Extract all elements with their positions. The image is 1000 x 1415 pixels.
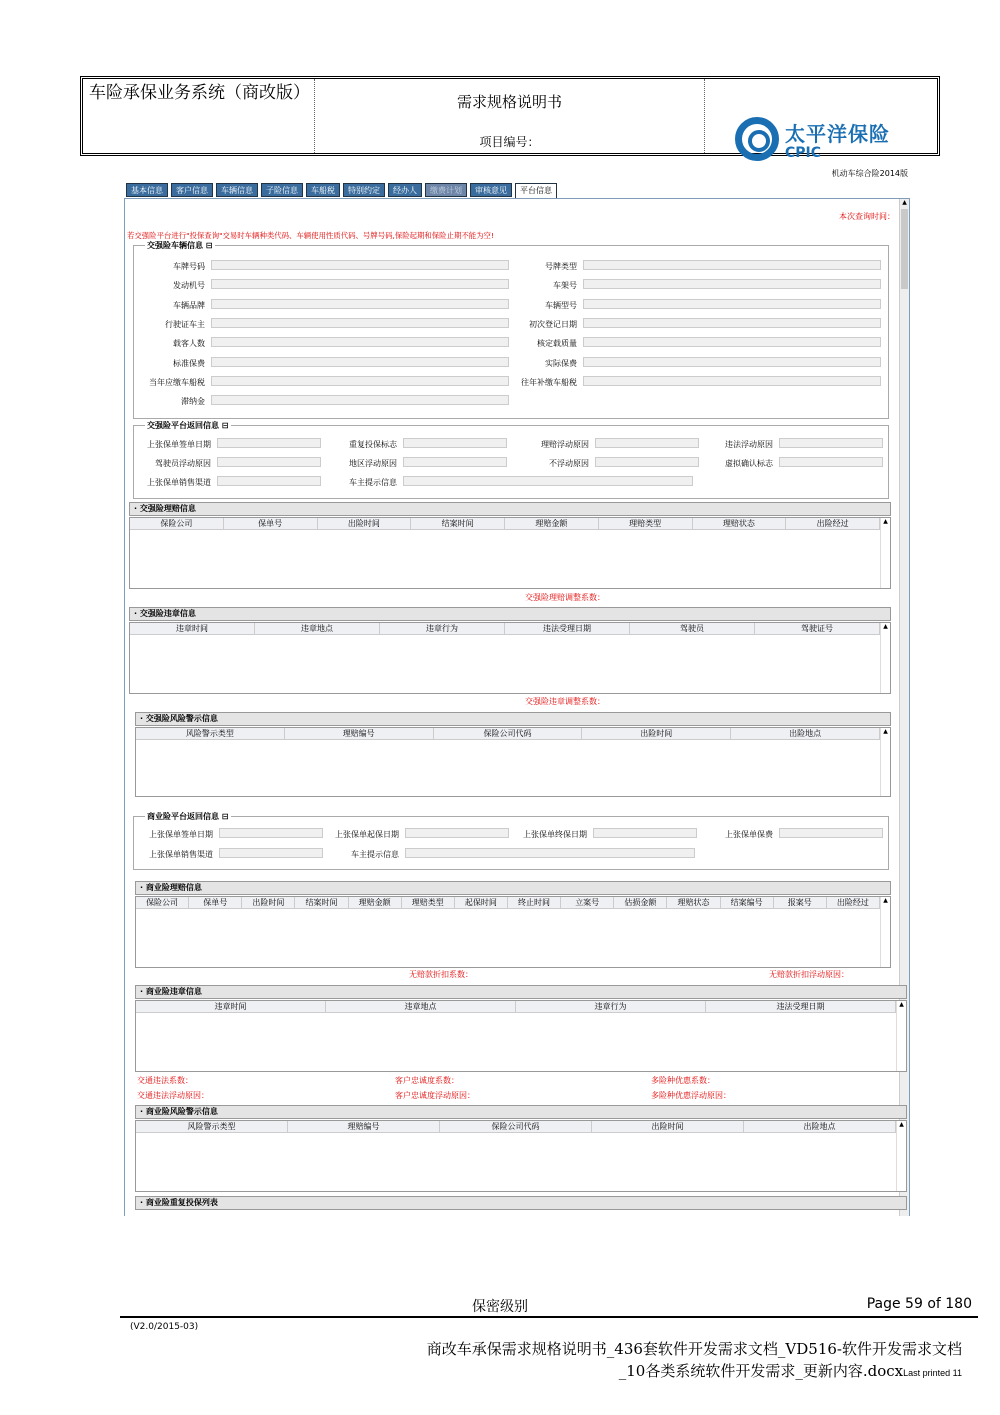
version-label: 机动车综合险2014版 (831, 169, 908, 178)
column-header[interactable]: 理赔编号 (288, 1121, 440, 1132)
field-input[interactable] (403, 457, 507, 467)
page-number: Page 59 of 180 (866, 1296, 972, 1312)
field-label: 上张保单销售渠道 (149, 850, 213, 859)
field-input[interactable] (595, 457, 699, 467)
field-input[interactable] (593, 828, 697, 838)
tab-vessel-tax[interactable]: 车船税 (306, 183, 340, 197)
field-label: 理赔浮动原因 (541, 440, 589, 449)
ci-vehicle-title[interactable]: 交强险车辆信息 ⊟ (147, 241, 213, 250)
field-input[interactable] (779, 438, 883, 448)
field-label: 车主提示信息 (349, 478, 397, 487)
field-label: 载客人数 (173, 339, 205, 349)
column-header[interactable]: 报案号 (774, 897, 827, 908)
field-input[interactable] (779, 457, 883, 467)
field-label: 上张保单签单日期 (147, 440, 211, 449)
column-header[interactable]: 结案时间 (295, 897, 348, 908)
column-header[interactable]: 出险经过 (786, 518, 880, 529)
factor-traffic-reason: 交通违法浮动原因： (137, 1091, 209, 1100)
column-header[interactable]: 理赔类型 (599, 518, 693, 529)
ci-violation-grid: 违章时间 违章地点 违章行为 违法受理日期 驾驶员 驾驶证号 ▲ (129, 622, 891, 694)
column-header[interactable]: 结案编号 (721, 897, 774, 908)
column-header[interactable]: 驾驶员 (630, 623, 755, 634)
document-header (80, 76, 940, 161)
column-header[interactable]: 违法受理日期 (505, 623, 630, 634)
field-input[interactable] (217, 457, 321, 467)
field-input[interactable] (211, 260, 509, 270)
field-input[interactable] (405, 848, 695, 858)
field-label: 车架号 (553, 281, 577, 291)
field-input[interactable] (219, 828, 323, 838)
classification: 保密级别 (472, 1299, 528, 1315)
field-label: 上张保单起保日期 (335, 830, 399, 839)
column-header[interactable]: 保单号 (224, 518, 318, 529)
factor-traffic: 交通违法系数： (137, 1076, 193, 1085)
query-time: 本次查询时间： (839, 212, 895, 221)
field-input[interactable] (583, 376, 881, 386)
column-header[interactable]: 保单号 (189, 897, 242, 908)
field-label: 初次登记日期 (529, 319, 577, 329)
field-label: 滞纳金 (181, 397, 205, 407)
field-label: 违法浮动原因 (725, 440, 773, 449)
column-header[interactable]: 违章行为 (380, 623, 505, 634)
column-header[interactable]: 起保时间 (455, 897, 508, 908)
field-label: 上张保单签单日期 (149, 830, 213, 839)
column-header[interactable]: 出险时间 (242, 897, 295, 908)
field-label: 车辆品牌 (173, 300, 205, 310)
column-header[interactable]: 违法受理日期 (706, 1001, 896, 1012)
embedded-screenshot (122, 166, 912, 1216)
field-input[interactable] (583, 357, 881, 367)
system-title: 车险承保业务系统（商改版） (83, 79, 315, 153)
bi-claims-grid: 保险公司 保单号 出险时间 结案时间 理赔金额 理赔类型 起保时间 终止时间 立案号 估损金额 理赔状态 结案编号 报案号 出险经过 ▲ (135, 896, 891, 968)
cpic-logo: 太平洋保险 CPIC (735, 117, 890, 161)
tab-review[interactable]: 审核意见 (470, 183, 512, 197)
column-header[interactable]: 结案时间 (411, 518, 505, 529)
field-input[interactable] (583, 260, 881, 270)
field-input[interactable] (217, 476, 321, 486)
field-input[interactable] (211, 318, 509, 328)
tab-bar (126, 183, 560, 199)
tab-customer[interactable]: 客户信息 (171, 183, 213, 197)
column-header[interactable]: 保险公司 (130, 518, 224, 529)
factor-multi: 多险种优惠系数： (651, 1076, 715, 1085)
ci-vehicle-section (133, 245, 889, 419)
column-header[interactable]: 理赔状态 (693, 518, 787, 529)
bi-violation-grid: 违章时间 违章地点 违章行为 违法受理日期 ▲ (135, 1000, 907, 1072)
column-header[interactable]: 驾驶证号 (755, 623, 880, 634)
field-label: 上张保单保费 (725, 830, 773, 839)
ci-violation-title[interactable]: · 交强险违章信息 (129, 607, 891, 621)
field-label: 不浮动原因 (549, 459, 589, 468)
bi-risk-grid: 风险警示类型 理赔编号 保险公司代码 出险时间 出险地点 ▲ (135, 1120, 907, 1192)
tab-payment[interactable]: 缴费计划 (425, 183, 467, 197)
factor-loyalty-reason: 客户忠诚度浮动原因： (395, 1091, 475, 1100)
cpic-logo-icon (735, 117, 779, 161)
field-input[interactable] (583, 318, 881, 328)
column-header[interactable]: 保险公司代码 (440, 1121, 592, 1132)
column-header[interactable]: 估损金额 (614, 897, 667, 908)
ci-risk-grid: 风险警示类型 理赔编号 保险公司代码 出险时间 出险地点 ▲ (135, 727, 891, 797)
column-header[interactable]: 保险公司 (136, 897, 189, 908)
field-label: 车牌号码 (173, 262, 205, 271)
bi-claims-title[interactable]: · 商业险理赔信息 (135, 881, 891, 895)
field-input[interactable] (595, 438, 699, 448)
bi-return-title[interactable]: 商业险平台返回信息 ⊟ (147, 812, 229, 821)
factor-loyalty: 客户忠诚度系数： (395, 1076, 459, 1085)
tab-basic[interactable]: 基本信息 (126, 183, 168, 197)
factor-multi-reason: 多险种优惠浮动原因： (651, 1091, 731, 1100)
column-header[interactable]: 风险警示类型 (136, 728, 285, 739)
tab-subrisk[interactable]: 子险信息 (261, 183, 303, 197)
footer-rule (120, 1316, 978, 1318)
tab-handler[interactable]: 经办人 (388, 183, 422, 197)
ci-claims-title[interactable]: · 交强险理赔信息 (129, 502, 891, 516)
column-header[interactable]: 理赔类型 (402, 897, 455, 908)
bi-dup-title[interactable]: · 商业险重复投保列表 (135, 1196, 907, 1210)
field-input[interactable] (211, 357, 509, 367)
ci-return-title[interactable]: 交强险平台返回信息 ⊟ (147, 421, 229, 430)
bi-risk-title[interactable]: · 商业险风险警示信息 (135, 1105, 907, 1119)
field-label: 号牌类型 (545, 262, 577, 271)
project-number: 项目编号： (479, 135, 540, 149)
field-input[interactable] (219, 848, 323, 858)
column-header[interactable]: 理赔状态 (667, 897, 720, 908)
warning-text: 若交强险平台进行"投保查询"交易时车辆种类代码、车辆使用性质代码、号牌号码,保险起期和保险止期不能为空! (127, 231, 494, 240)
column-header[interactable]: 违章地点 (326, 1001, 516, 1012)
field-label: 实际保费 (545, 358, 577, 368)
field-input[interactable] (403, 438, 507, 448)
tab-vehicle[interactable]: 车辆信息 (216, 183, 258, 197)
ci-violation-note: 交强险违章调整系数： (525, 697, 605, 706)
column-header[interactable]: 违章行为 (516, 1001, 706, 1012)
filename: 商改车承保需求规格说明书_436套软件开发需求文档_VD516-软件开发需求文档 _10各类系统软件开发需求_更新内容.docxLast printed 11 (426, 1340, 962, 1380)
column-header[interactable]: 违章时间 (130, 623, 255, 634)
tab-platform[interactable]: 平台信息 (515, 183, 557, 199)
bi-return-section (133, 816, 889, 870)
field-input[interactable] (403, 476, 693, 486)
field-input[interactable] (211, 395, 509, 405)
tab-special[interactable]: 特别约定 (343, 183, 385, 197)
field-label: 上张保单终保日期 (523, 830, 587, 839)
column-header[interactable]: 出险地点 (731, 728, 880, 739)
column-header[interactable]: 违章地点 (255, 623, 380, 634)
field-input[interactable] (217, 438, 321, 448)
field-input[interactable] (779, 828, 883, 838)
field-label: 往年补缴车船税 (521, 377, 577, 387)
field-label: 重复投保标志 (349, 440, 397, 449)
doc-title-cell (315, 79, 705, 153)
column-header[interactable]: 理赔金额 (505, 518, 599, 529)
field-label: 上张保单销售渠道 (147, 478, 211, 487)
column-header[interactable]: 风险警示类型 (136, 1121, 288, 1132)
ci-risk-title[interactable]: · 交强险风险警示信息 (135, 712, 891, 726)
field-label: 驾驶员浮动原因 (155, 459, 211, 468)
panel-scrollbar[interactable]: ▲ (899, 199, 909, 1216)
field-input[interactable] (405, 828, 509, 838)
field-label: 标准保费 (173, 358, 205, 368)
version: (V2.0/2015-03) (130, 1322, 199, 1332)
field-input[interactable] (211, 279, 509, 289)
column-header[interactable]: 出险地点 (744, 1121, 896, 1132)
field-label: 地区浮动原因 (349, 459, 397, 468)
field-label: 核定载质量 (537, 339, 577, 349)
field-label: 车辆型号 (545, 300, 577, 310)
field-input[interactable] (583, 299, 881, 309)
grid-scrollbar[interactable]: ▲ (880, 518, 890, 588)
column-header[interactable]: 出险时间 (582, 728, 731, 739)
column-header[interactable]: 出险时间 (592, 1121, 744, 1132)
field-input[interactable] (583, 279, 881, 289)
ci-claims-note: 交强险理赔调整系数： (525, 593, 605, 602)
column-header[interactable]: 终止时间 (508, 897, 561, 908)
bi-claims-note1: 无赔款折扣系数： (409, 970, 473, 979)
column-header[interactable]: 出险时间 (318, 518, 412, 529)
column-header[interactable]: 保险公司代码 (434, 728, 583, 739)
field-input[interactable] (211, 376, 509, 386)
column-header[interactable]: 理赔金额 (349, 897, 402, 908)
field-label: 当年应缴车船税 (149, 377, 205, 387)
field-label: 车主提示信息 (351, 850, 399, 859)
field-label: 发动机号 (173, 281, 205, 291)
column-header[interactable]: 违章时间 (136, 1001, 326, 1012)
bi-claims-note2: 无赔款折扣浮动原因： (769, 970, 849, 979)
column-header[interactable]: 理赔编号 (285, 728, 434, 739)
field-input[interactable] (211, 337, 509, 347)
column-header[interactable]: 立案号 (561, 897, 614, 908)
doc-title: 需求规格说明书 (456, 93, 562, 111)
platform-panel (124, 198, 910, 1216)
field-label: 虚拟确认标志 (725, 459, 773, 468)
column-header[interactable]: 出险经过 (827, 897, 880, 908)
field-input[interactable] (211, 299, 509, 309)
field-label: 行驶证车主 (165, 319, 205, 329)
field-input[interactable] (583, 337, 881, 347)
bi-violation-title[interactable]: · 商业险违章信息 (135, 985, 907, 999)
ci-claims-grid (129, 517, 891, 589)
